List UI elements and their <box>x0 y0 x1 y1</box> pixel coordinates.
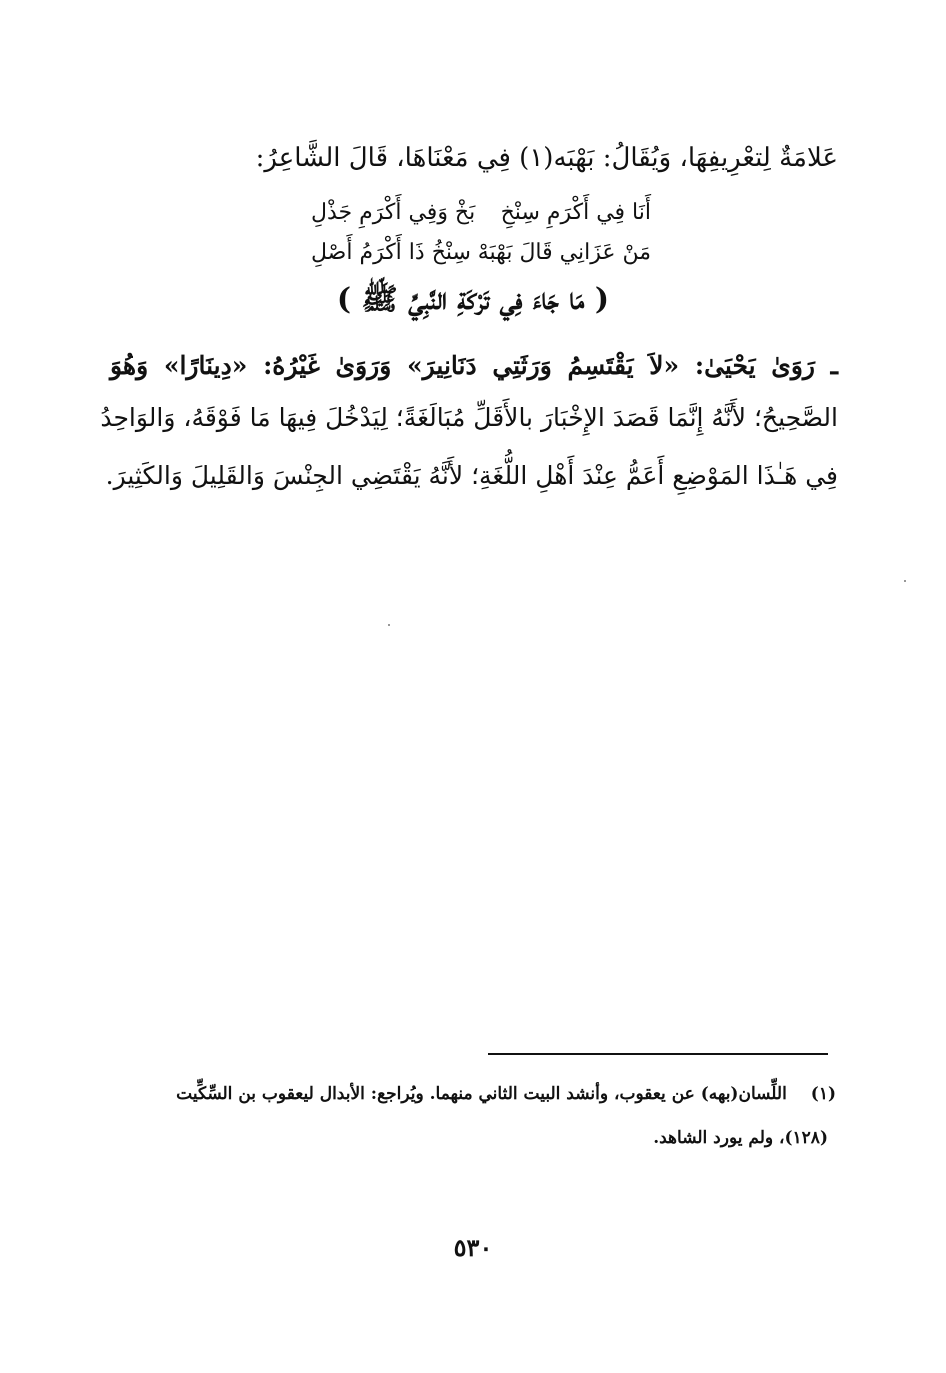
poem-verse <box>231 236 651 270</box>
footnote-divider <box>488 1053 828 1055</box>
body-text-line: الصَّحِيحُ؛ لأَنَّهُ إِنَّمَا قَصَدَ الإِخْبَارَ بالأَقَلِّ مُبَالَغَةً؛ لِيَدْخُلَ فِيهَا مَا فَوْقَهُ، وَالوَاحِدُ <box>100 403 838 432</box>
footnote-text: اللِّسان(بهه) عن يعقوب، وأنشد البيت الثاني منهما. ويُراجع: الأبدال ليعقوب بن السِّكِّيت <box>176 1084 787 1104</box>
poem-verse <box>231 196 651 230</box>
page-number: ٥٣٠ <box>453 1233 493 1262</box>
section-heading: ( مَا جَاءَ فِي تَرْكَةِ النَّبِيِّ ﷺ ) <box>336 282 610 317</box>
footnote-line <box>110 1080 836 1108</box>
verse-first-hemistich: مَنْ عَزَانِي قَالَ بَهْبَهْ <box>477 240 651 265</box>
body-text-line: ـ رَوَىٰ يَحْيَىٰ: «لاَ يَقْتَسِمُ وَرَثَتِي دَنَانِيرَ» وَرَوَىٰ غَيْرُهُ: «دِينَارًا» وَهُوَ <box>110 351 838 380</box>
verse-first-hemistich: أَنَا فِي أَكْرَمِ سِنْخِ <box>500 200 651 225</box>
verse-second-hemistich: بَخْ وَفِي أَكْرَمِ جَذْلِ <box>311 200 476 225</box>
body-text-line: فِي هَـٰذَا المَوْضِعِ أَعَمُّ عِنْدَ أَهْلِ اللُّغَةِ؛ لأَنَّهُ يَقْتَضِي الجِنْسَ وَالقَلِيلَ وَالكَثِيرَ. <box>105 461 838 490</box>
verse-second-hemistich: سِنْخُ ذَا أَكْرَمُ أَصْلِ <box>311 240 471 265</box>
paper-speck <box>388 624 390 626</box>
intro-line: عَلامَةٌ لِتعْرِيفِهَا، وَيُقَالُ: بَهْبَه(١) فِي مَعْنَاهَا، قَالَ الشَّاعِرُ: <box>255 143 838 173</box>
footnote-number: (١) <box>810 1084 836 1104</box>
paper-speck <box>904 580 906 582</box>
footnote-line: (١٢٨)، ولم يورد الشاهد. <box>653 1128 828 1148</box>
